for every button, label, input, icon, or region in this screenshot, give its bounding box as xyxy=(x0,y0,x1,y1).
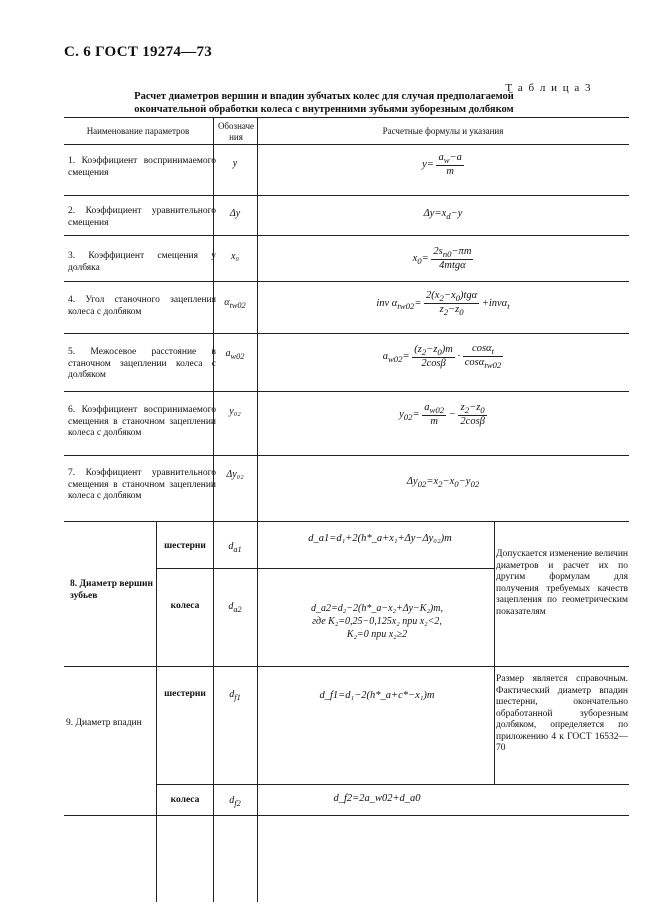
page-header: С. 6 ГОСТ 19274—73 xyxy=(64,44,213,60)
row-9-wheel-label: колеса xyxy=(170,795,200,805)
row-9-name: 9. Диаметр впадин xyxy=(66,718,142,728)
row-8-gear-formula: d_a1=d₁+2(h*_a+x₁+Δy−Δy₀₂)m xyxy=(308,533,452,544)
row-1-rule xyxy=(64,195,629,196)
row-8-mid-rule xyxy=(156,568,494,569)
row-8-wheel-label: колеса xyxy=(170,601,200,611)
row-6-symbol: y₀₂ xyxy=(229,406,241,417)
row-4-symbol: $\alpha_{tw02}$ xyxy=(224,297,246,310)
row-8-rule xyxy=(64,666,629,667)
col-header-symbol: Обозначения xyxy=(217,121,255,142)
row-5-rule xyxy=(64,391,629,392)
row-5-name: 5. Межосевое расстояние в станочном зацеплении колеса с долбяком xyxy=(68,347,216,380)
row-9-gear-symbol: $d_{f1}$ xyxy=(229,689,241,702)
table-number: Т а б л и ц а 3 xyxy=(505,82,592,94)
row-8-gear-label: шестерни xyxy=(164,541,206,551)
row-8-wheel-formula xyxy=(262,602,492,641)
row-9-mid-rule xyxy=(156,784,629,785)
table-caption-line2: окончательной обработки колеса с внутренними зубьями зуборезным долбяком xyxy=(134,104,514,115)
row-4-formula: inv $\alpha_{tw02}=$ $\frac{2(x_2-x_0)tg\alpha}{z_2-z_0}$ +invα$_t$ xyxy=(376,290,510,318)
row-4-name: 4. Угол станочного зацепления колеса с долбяком xyxy=(68,295,216,317)
row-7-symbol: Δy₀₂ xyxy=(226,469,244,480)
row-8-wheel-formula-line2: где K₂=0,25−0,125x₂ при x₂<2, xyxy=(312,616,442,627)
row-8-note: Допускается изменение величин диаметров и расчет их по другим формулам для получения требуемых качеств зацепления по геометрическим показателям xyxy=(496,549,628,617)
row-9-note: Размер является справочным. Фактический диаметр впадин шестерни, окончательно обработанной зуборезным долбяком, определяется по приложению 4 к ГОСТ 16532—70 xyxy=(496,674,628,753)
note-divider xyxy=(494,521,495,784)
row-2-symbol: Δy xyxy=(229,208,241,219)
col-header-name: Наименование параметров xyxy=(86,126,190,136)
row-8-wheel-symbol: $d_{a2}$ xyxy=(228,601,242,614)
row-9-gear-formula: d_f1=d₁−2(h*_a+c*−x₁)m xyxy=(319,690,435,701)
row-9-gear-label: шестерни xyxy=(164,689,206,699)
row-1-formula: y= $\frac{a_w-a}{m}$ xyxy=(422,152,462,178)
row-2-rule xyxy=(64,235,629,236)
row-4-rule xyxy=(64,333,629,334)
row-3-name: 3. Коэффициент смещения у долбяка xyxy=(68,251,216,273)
row-5-formula: $a_{w02}=$ $\frac{(z_2-z_0)m}{2\cos\beta}$ · $\frac{\cos\alpha_t}{\cos\alpha_{tw02}}$ xyxy=(382,343,502,371)
row-6-name: 6. Коэффициент воспринимаемого смещения в станочном зацеплении колеса с долбяком xyxy=(68,405,216,438)
row-1-symbol: y xyxy=(232,158,238,169)
table-top-rule xyxy=(64,117,629,118)
row-8-wheel-formula-line1: d_a2=d₂−2(h*_a−x₂+Δy−K₂)m, xyxy=(311,603,443,614)
row-3-symbol: x₀ xyxy=(231,251,239,262)
row-2-formula: $\Delta y=x_d-y$ xyxy=(423,208,463,222)
row-3-rule xyxy=(64,281,629,282)
table-caption-line1: Расчет диаметров вершин и впадин зубчатых колес для случая предполагаемой xyxy=(134,91,514,102)
row-7-rule xyxy=(64,521,629,522)
col-header-formula: Расчетные формулы и указания xyxy=(382,126,504,136)
row-7-formula: $\Delta y_{02}=x_2-x_0-y_{02}$ xyxy=(406,476,480,490)
header-bottom-rule xyxy=(64,144,629,145)
row-8-name: 8. Диаметр вершин зубьев xyxy=(70,579,153,601)
row-6-rule xyxy=(64,455,629,456)
col-divider-1b xyxy=(213,521,214,902)
row-8-wheel-formula-line3: K₂=0 при x₂≥2 xyxy=(346,629,408,640)
row-3-formula: $x_0=$ $\frac{2s_{n0}-\pi m}{\text{4mtgα}}$ xyxy=(412,246,472,272)
row-8-gear-symbol: $d_{a1}$ xyxy=(228,541,242,554)
row-7-name: 7. Коэффициент уравнительного смещения в станочном зацеплении колеса с долбяком xyxy=(68,468,216,501)
row-9-wheel-symbol: $d_{f2}$ xyxy=(229,795,241,808)
row-9-wheel-formula: d_f2=2a_w02+d_a0 xyxy=(333,793,421,804)
row-6-formula: $y_{02}=$ $\frac{a_{w02}}{m}$ − $\frac{z_2-z_0}{2\cos\beta}$ xyxy=(399,402,485,428)
table-bottom-rule xyxy=(64,815,629,816)
row-1-name: 1. Коэффициент воспринимаемого смещения xyxy=(68,156,216,178)
row-5-symbol: $a_{w02}$ xyxy=(225,348,245,361)
row-2-name: 2. Коэффициент уравнительного смещения xyxy=(68,206,216,228)
